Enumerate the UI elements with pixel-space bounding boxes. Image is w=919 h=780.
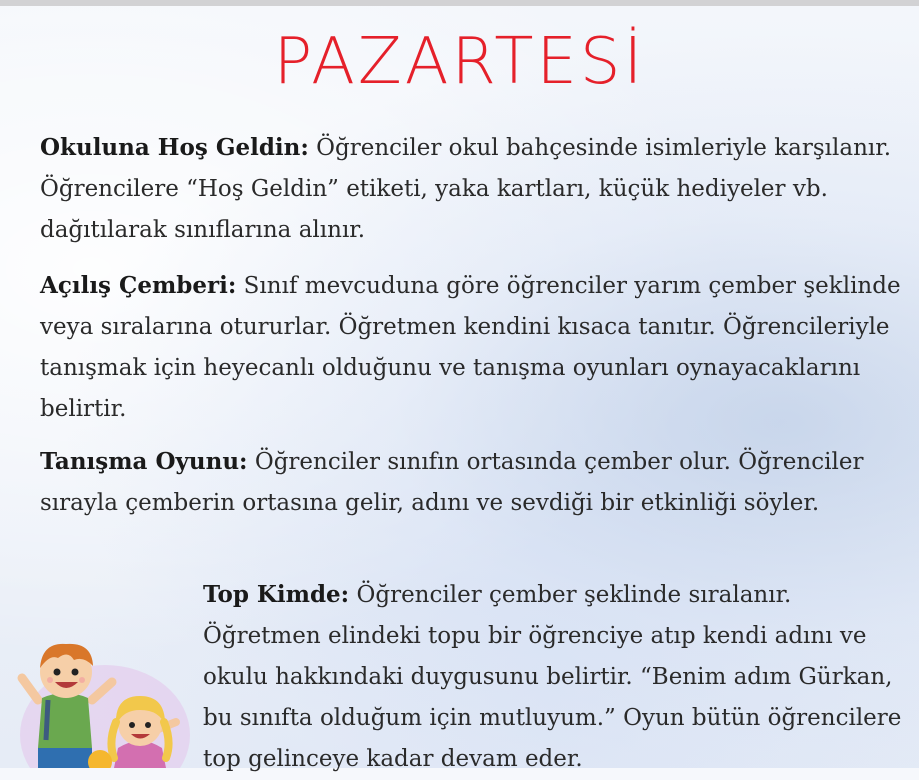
section-text: Öğrenciler çember şeklinde sıralanır. Öğretmen elindeki topu bir öğrenciye atıp kendi adını ve okulu hakkındaki duygusunu belirtir. “Benim adım Gürkan, bu sınıfta olduğum için mutluyum.” Oyun bütün öğrencilere top gelinceye kadar devam eder.: [203, 582, 902, 772]
section-heading: Açılış Çemberi:: [40, 272, 237, 299]
page-title: PAZARTESİ: [273, 25, 646, 99]
section-heading: Top Kimde:: [203, 581, 350, 608]
section-tanisma-oyunu: [40, 441, 910, 524]
section-okuluna-hos-geldin: [40, 127, 910, 251]
section-acilis-cemberi: [40, 265, 910, 430]
children-cartoon-icon: [0, 630, 190, 768]
section-text: Öğrenciler sınıfın ortasında çember olur. Öğrenciler sırayla çemberin ortasına gelir, adını ve sevdiği bir etkinliği söyler.: [40, 449, 864, 516]
section-text: Öğrenciler okul bahçesinde isimleriyle karşılanır. Öğrencilere “Hoş Geldin” etiketi, yaka kartları, küçük hediyeler vb. dağıtılarak sınıflarına alınır.: [40, 135, 892, 243]
section-heading: Tanışma Oyunu:: [40, 448, 248, 475]
top-bar: [0, 0, 919, 6]
section-heading: Okuluna Hoş Geldin:: [40, 134, 309, 161]
section-text: Sınıf mevcuduna göre öğrenciler yarım çember şeklinde veya sıralarına otururlar. Öğretmen kendini kısaca tanıtır. Öğrencileriyle tanışmak için heyecanlı olduğunu ve tanışma oyunları oynayacaklarını belirtir.: [40, 273, 901, 422]
section-top-kimde: [203, 574, 913, 780]
